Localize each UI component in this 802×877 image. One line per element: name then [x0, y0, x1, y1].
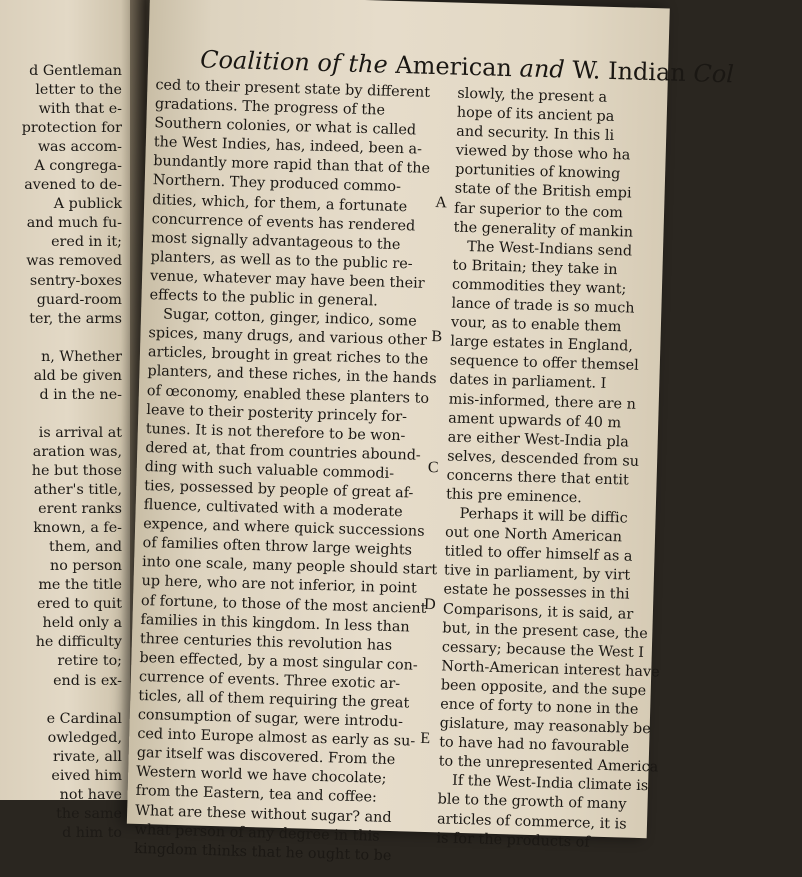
left-text-line: known, a fe-: [33, 520, 122, 537]
text-line: estate he possesses in thi: [443, 581, 630, 604]
text-line: sequence to offer themsel: [449, 352, 639, 375]
text-line: The West-Indians send: [466, 238, 633, 260]
text-line: concerns there that entit: [446, 467, 629, 489]
left-text-line: he but those: [31, 462, 122, 479]
running-head-part-3: American: [394, 50, 513, 83]
left-text-line: and much fu-: [26, 215, 122, 232]
text-line: What are these without sugar? and: [134, 802, 392, 826]
running-head-part-1: Coalition of: [199, 45, 342, 78]
text-line: from the Eastern, tea and coffee:: [135, 783, 378, 807]
text-line: Sugar, cotton, ginger, indico, some: [162, 306, 417, 330]
text-line: what person of any degree in this: [134, 821, 380, 845]
text-line: hope of its ancient pa: [456, 104, 615, 126]
text-line: been opposite, and the supe: [440, 677, 647, 700]
text-line: spices, many drugs, and various other: [148, 325, 428, 350]
text-line: three centuries this revolution has: [139, 630, 393, 654]
margin-marker-a: A: [435, 194, 448, 212]
left-text-line: he difficulty: [35, 634, 122, 651]
left-text-line: them, and: [49, 539, 122, 556]
text-line: been effected, by a most singular con-: [139, 649, 418, 674]
text-line: out one North American: [444, 524, 623, 546]
margin-marker-b: B: [431, 327, 443, 346]
text-line: effects to the public in general.: [149, 287, 379, 310]
text-line: up here, who are not inferior, in point: [141, 573, 418, 598]
left-text-line: protection for: [21, 120, 122, 137]
text-line: are either West-India pla: [447, 429, 630, 451]
text-line: most signally advantageous to the: [150, 229, 401, 253]
text-line: fluence, cultivated with a moderate: [143, 497, 403, 521]
text-line: to the unrepresented America: [438, 753, 659, 776]
right-column: [436, 85, 677, 855]
text-line: of œconomy, enabled these planters to: [146, 382, 430, 407]
left-text-line: not have: [59, 786, 122, 803]
left-text-line: rivate, all: [53, 748, 122, 765]
margin-marker-c: C: [427, 458, 439, 477]
left-text-line: ered in it;: [51, 234, 122, 251]
text-line: portunities of knowing: [454, 161, 621, 183]
text-line: ding with such valuable commodi-: [144, 458, 395, 482]
left-text-line: ered to quit: [36, 596, 122, 613]
text-line: the generality of mankin: [453, 219, 634, 241]
text-line: Comparisons, it is said, ar: [442, 600, 634, 623]
text-line: commodities they want;: [451, 276, 627, 298]
text-line: gislature, may reasonably be: [439, 715, 651, 738]
text-line: kingdom thinks that he ought to be: [133, 840, 392, 864]
text-line: ced to their present state by different: [155, 77, 431, 101]
right-page: [127, 0, 735, 864]
text-line: Southern colonies, or what is called: [154, 115, 417, 139]
text-line: articles, brought in great riches to the: [147, 344, 429, 369]
text-line: bundantly more rapid than that of the: [153, 153, 431, 178]
left-text-line: A publick: [53, 196, 122, 213]
text-line: ence of forty to none in the: [440, 696, 639, 718]
running-head-part-5: W. Indian: [572, 55, 687, 87]
left-text-line: the same: [56, 805, 122, 822]
text-line: tive in parliament, by virt: [443, 562, 631, 584]
left-text-line: aration was,: [32, 443, 122, 460]
text-line: vour, as to enable them: [450, 314, 622, 336]
text-line: far superior to the com: [453, 200, 624, 221]
text-line: consumption of sugar, were introdu-: [137, 707, 404, 731]
text-line: families in this kingdom. In less than: [140, 611, 410, 636]
text-line: gradations. The progress of the: [154, 96, 386, 119]
text-line: lance of trade is so much: [451, 295, 635, 317]
text-line: is for the products of: [436, 829, 590, 851]
text-line: articles of commerce, it is: [436, 810, 627, 833]
left-text-line: retire to;: [57, 653, 122, 670]
text-line: large estates in England,: [450, 333, 634, 355]
text-line: currence of events. Three exotic ar-: [138, 668, 401, 693]
text-line: state of the British empi: [454, 181, 632, 202]
left-text-line: avened to de-: [24, 177, 122, 194]
left-page: [0, 0, 140, 841]
left-text-line: [0, 405, 122, 424]
text-line: Perhaps it will be diffic: [459, 505, 628, 527]
left-text-line: letter to the: [35, 82, 122, 99]
left-text-line: sentry-boxes: [29, 272, 122, 289]
text-line: ties, possessed by people of great af-: [144, 478, 414, 502]
left-text-line: n, Whether: [41, 348, 122, 365]
left-text-line: owledged,: [47, 729, 122, 746]
left-text-line: no person: [50, 558, 122, 575]
text-line: planters, and these riches, in the hands: [147, 363, 437, 388]
left-text-line: A congrega-: [34, 158, 122, 175]
text-line: Northern. They produced commo-: [152, 172, 402, 196]
text-line: mis-informed, there are n: [448, 391, 637, 413]
left-text-line: [0, 691, 122, 710]
text-line: viewed by those who ha: [455, 142, 631, 164]
text-line: this pre eminence.: [445, 486, 583, 507]
text-line: and security. In this li: [456, 123, 615, 145]
margin-marker-e: E: [420, 729, 431, 748]
text-line: ced into Europe almost as early as su-: [137, 726, 416, 750]
text-line: North-American interest have: [441, 658, 660, 681]
text-line: leave to their posterity princely for-: [146, 401, 408, 425]
text-line: venue, whatever may have been their: [149, 268, 425, 292]
left-text-line: end is ex-: [53, 672, 122, 689]
text-line: but, in the present case, the: [442, 620, 648, 642]
text-line: ament upwards of 40 m: [448, 410, 622, 431]
text-line: selves, descended from su: [446, 448, 640, 470]
text-line: the West Indies, has, indeed, been a-: [153, 134, 423, 158]
left-text-line: eived him: [51, 767, 122, 784]
left-text-line: with that e-: [38, 101, 122, 118]
text-line: tunes. It is not therefore to be won-: [145, 420, 406, 444]
text-line: planters, as well as to the public re-: [150, 248, 413, 273]
left-text-line: d in the ne-: [39, 386, 122, 403]
left-text-line: d Gentleman: [29, 63, 122, 79]
left-text-line: e Cardinal: [46, 710, 122, 727]
running-head-part-2: the: [348, 49, 389, 79]
text-line: titled to offer himself as a: [444, 543, 633, 565]
text-line: dered at, that from countries abound-: [145, 439, 422, 464]
left-text-line: me the title: [38, 577, 122, 594]
left-text-line: ather's title,: [33, 482, 122, 499]
text-line: concurrence of events has rendered: [151, 210, 416, 235]
left-text-line: d him to: [62, 824, 122, 841]
left-text-line: ald be given: [33, 367, 122, 384]
text-line: gar itself was discovered. From the: [136, 745, 396, 769]
left-text-line: guard-room: [36, 291, 122, 308]
text-line: of families often throw large weights: [142, 535, 413, 559]
text-line: dates in parliament. I: [449, 371, 607, 393]
left-text-line: [0, 329, 122, 348]
margin-marker-d: D: [423, 595, 436, 614]
text-line: slowly, the present a: [457, 85, 608, 106]
text-line: to have had no favourable: [438, 734, 630, 756]
text-line: cessary; because the West I: [441, 639, 645, 661]
text-line: of fortune, to those of the most ancient: [140, 592, 427, 617]
text-line: dities, which, for them, a fortunate: [152, 191, 408, 215]
text-line: ble to the growth of many: [437, 791, 627, 814]
left-text-line: held only a: [42, 615, 122, 632]
text-line: Western world we have chocolate;: [136, 764, 387, 788]
left-text-line: ter, the arms: [29, 310, 122, 327]
running-head-part-6: Col: [693, 59, 735, 89]
left-text-line: was accom-: [37, 139, 122, 156]
center-column: [134, 76, 438, 866]
text-line: If the West-India climate is: [451, 773, 649, 795]
left-text-line: erent ranks: [38, 501, 122, 518]
running-head-part-4: and: [519, 54, 566, 84]
left-page-text: [0, 62, 122, 843]
text-line: into one scale, many people should start: [141, 554, 438, 579]
text-line: to Britain; they take in: [452, 257, 618, 279]
text-line: ticles, all of them requiring the great: [138, 687, 410, 712]
left-text-line: was removed: [26, 253, 122, 270]
text-line: expence, and where quick successions: [142, 516, 425, 541]
left-text-line: is arrival at: [38, 424, 122, 441]
